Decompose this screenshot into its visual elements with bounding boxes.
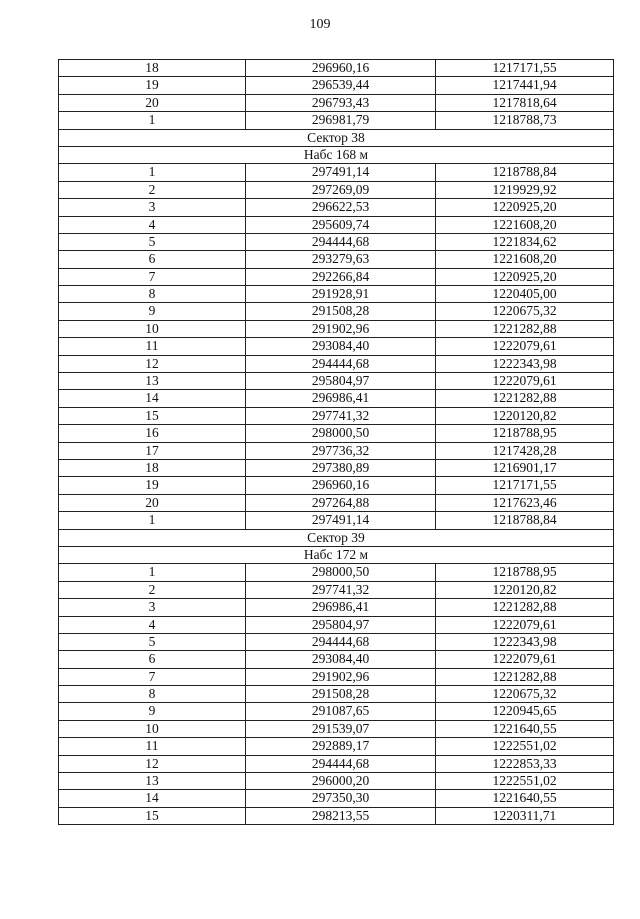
table-row	[59, 217, 614, 234]
table-row	[59, 269, 614, 286]
y-coordinate-cell: 1217818,64	[436, 95, 614, 111]
point-number-cell: 5	[59, 634, 246, 650]
y-coordinate-cell: 1221640,55	[436, 790, 614, 806]
x-coordinate-cell: 296981,79	[246, 112, 436, 128]
point-number-cell: 4	[59, 617, 246, 633]
table-row	[59, 443, 614, 460]
y-coordinate-cell: 1222079,61	[436, 617, 614, 633]
x-coordinate-cell: 297736,32	[246, 443, 436, 459]
table-row	[59, 599, 614, 616]
table-row	[59, 721, 614, 738]
y-coordinate-cell: 1221608,20	[436, 251, 614, 267]
point-number-cell: 8	[59, 686, 246, 702]
point-number-cell: 15	[59, 408, 246, 424]
point-number-cell: 1	[59, 164, 246, 180]
x-coordinate-cell: 294444,68	[246, 356, 436, 372]
table-row	[59, 512, 614, 529]
point-number-cell: 8	[59, 286, 246, 302]
y-coordinate-cell: 1217441,94	[436, 77, 614, 93]
point-number-cell: 20	[59, 495, 246, 511]
point-number-cell: 14	[59, 390, 246, 406]
table-row	[59, 425, 614, 442]
point-number-cell: 1	[59, 112, 246, 128]
y-coordinate-cell: 1220311,71	[436, 808, 614, 824]
x-coordinate-cell: 298000,50	[246, 425, 436, 441]
y-coordinate-cell: 1217171,55	[436, 477, 614, 493]
point-number-cell: 3	[59, 199, 246, 215]
table-row	[59, 390, 614, 407]
point-number-cell: 11	[59, 738, 246, 754]
point-number-cell: 7	[59, 269, 246, 285]
y-coordinate-cell: 1221282,88	[436, 599, 614, 615]
point-number-cell: 6	[59, 251, 246, 267]
x-coordinate-cell: 298000,50	[246, 564, 436, 580]
table-row	[59, 77, 614, 94]
x-coordinate-cell: 294444,68	[246, 634, 436, 650]
x-coordinate-cell: 297491,14	[246, 164, 436, 180]
point-number-cell: 9	[59, 703, 246, 719]
y-coordinate-cell: 1222551,02	[436, 773, 614, 789]
x-coordinate-cell: 296960,16	[246, 60, 436, 76]
point-number-cell: 14	[59, 790, 246, 806]
x-coordinate-cell: 291508,28	[246, 303, 436, 319]
x-coordinate-cell: 295804,97	[246, 617, 436, 633]
table-row	[59, 460, 614, 477]
y-coordinate-cell: 1218788,95	[436, 425, 614, 441]
point-number-cell: 15	[59, 808, 246, 824]
x-coordinate-cell: 297269,09	[246, 182, 436, 198]
x-coordinate-cell: 293084,40	[246, 338, 436, 354]
y-coordinate-cell: 1221282,88	[436, 669, 614, 685]
y-coordinate-cell: 1220405,00	[436, 286, 614, 302]
point-number-cell: 2	[59, 582, 246, 598]
table-row	[59, 477, 614, 494]
x-coordinate-cell: 297380,89	[246, 460, 436, 476]
point-number-cell: 20	[59, 95, 246, 111]
point-number-cell: 18	[59, 60, 246, 76]
point-number-cell: 19	[59, 477, 246, 493]
table-row	[59, 582, 614, 599]
point-number-cell: 12	[59, 756, 246, 772]
table-row	[59, 234, 614, 251]
y-coordinate-cell: 1219929,92	[436, 182, 614, 198]
y-coordinate-cell: 1220120,82	[436, 408, 614, 424]
y-coordinate-cell: 1222079,61	[436, 651, 614, 667]
point-number-cell: 16	[59, 425, 246, 441]
x-coordinate-cell: 297264,88	[246, 495, 436, 511]
x-coordinate-cell: 294444,68	[246, 234, 436, 250]
x-coordinate-cell: 293084,40	[246, 651, 436, 667]
point-number-cell: 18	[59, 460, 246, 476]
point-number-cell: 7	[59, 669, 246, 685]
table-row	[59, 338, 614, 355]
y-coordinate-cell: 1220675,32	[436, 686, 614, 702]
table-row	[59, 112, 614, 129]
table-row	[59, 808, 614, 825]
y-coordinate-cell: 1220945,65	[436, 703, 614, 719]
section-header-row	[59, 547, 614, 564]
x-coordinate-cell: 293279,63	[246, 251, 436, 267]
x-coordinate-cell: 296539,44	[246, 77, 436, 93]
point-number-cell: 1	[59, 512, 246, 528]
y-coordinate-cell: 1220675,32	[436, 303, 614, 319]
table-row	[59, 199, 614, 216]
x-coordinate-cell: 294444,68	[246, 756, 436, 772]
point-number-cell: 12	[59, 356, 246, 372]
x-coordinate-cell: 296622,53	[246, 199, 436, 215]
point-number-cell: 4	[59, 217, 246, 233]
y-coordinate-cell: 1222343,98	[436, 634, 614, 650]
y-coordinate-cell: 1217428,28	[436, 443, 614, 459]
x-coordinate-cell: 291902,96	[246, 669, 436, 685]
table-row	[59, 790, 614, 807]
point-number-cell: 6	[59, 651, 246, 667]
x-coordinate-cell: 295609,74	[246, 217, 436, 233]
table-row	[59, 182, 614, 199]
table-row	[59, 408, 614, 425]
y-coordinate-cell: 1218788,95	[436, 564, 614, 580]
table-row	[59, 356, 614, 373]
section-header-row	[59, 130, 614, 147]
x-coordinate-cell: 291087,65	[246, 703, 436, 719]
y-coordinate-cell: 1222343,98	[436, 356, 614, 372]
section-header-row	[59, 530, 614, 547]
point-number-cell: 2	[59, 182, 246, 198]
y-coordinate-cell: 1222853,33	[436, 756, 614, 772]
x-coordinate-cell: 291928,91	[246, 286, 436, 302]
y-coordinate-cell: 1221608,20	[436, 217, 614, 233]
point-number-cell: 13	[59, 373, 246, 389]
table-row	[59, 686, 614, 703]
section-header: Набс 168 м	[59, 147, 614, 163]
y-coordinate-cell: 1220120,82	[436, 582, 614, 598]
table-row	[59, 634, 614, 651]
y-coordinate-cell: 1218788,73	[436, 112, 614, 128]
page-number: 109	[309, 17, 331, 32]
y-coordinate-cell: 1221282,88	[436, 321, 614, 337]
table-row	[59, 617, 614, 634]
coordinates-table	[58, 59, 614, 825]
x-coordinate-cell: 292889,17	[246, 738, 436, 754]
table-row	[59, 303, 614, 320]
x-coordinate-cell: 297741,32	[246, 408, 436, 424]
table-row	[59, 738, 614, 755]
table-row	[59, 703, 614, 720]
point-number-cell: 11	[59, 338, 246, 354]
x-coordinate-cell: 296000,20	[246, 773, 436, 789]
table-row	[59, 756, 614, 773]
x-coordinate-cell: 291539,07	[246, 721, 436, 737]
y-coordinate-cell: 1217623,46	[436, 495, 614, 511]
y-coordinate-cell: 1222079,61	[436, 373, 614, 389]
y-coordinate-cell: 1221640,55	[436, 721, 614, 737]
x-coordinate-cell: 297491,14	[246, 512, 436, 528]
table-row	[59, 95, 614, 112]
point-number-cell: 13	[59, 773, 246, 789]
x-coordinate-cell: 296960,16	[246, 477, 436, 493]
table-row	[59, 669, 614, 686]
point-number-cell: 5	[59, 234, 246, 250]
x-coordinate-cell: 292266,84	[246, 269, 436, 285]
x-coordinate-cell: 296793,43	[246, 95, 436, 111]
y-coordinate-cell: 1218788,84	[436, 512, 614, 528]
table-row	[59, 321, 614, 338]
table-row	[59, 773, 614, 790]
x-coordinate-cell: 295804,97	[246, 373, 436, 389]
y-coordinate-cell: 1222551,02	[436, 738, 614, 754]
section-header-row	[59, 147, 614, 164]
section-header: Сектор 39	[59, 530, 614, 546]
table-row	[59, 286, 614, 303]
point-number-cell: 9	[59, 303, 246, 319]
point-number-cell: 10	[59, 321, 246, 337]
point-number-cell: 3	[59, 599, 246, 615]
y-coordinate-cell: 1222079,61	[436, 338, 614, 354]
y-coordinate-cell: 1218788,84	[436, 164, 614, 180]
point-number-cell: 19	[59, 77, 246, 93]
x-coordinate-cell: 297350,30	[246, 790, 436, 806]
table-row	[59, 564, 614, 581]
y-coordinate-cell: 1217171,55	[436, 60, 614, 76]
point-number-cell: 17	[59, 443, 246, 459]
x-coordinate-cell: 291902,96	[246, 321, 436, 337]
x-coordinate-cell: 296986,41	[246, 599, 436, 615]
y-coordinate-cell: 1220925,20	[436, 269, 614, 285]
y-coordinate-cell: 1220925,20	[436, 199, 614, 215]
x-coordinate-cell: 297741,32	[246, 582, 436, 598]
x-coordinate-cell: 291508,28	[246, 686, 436, 702]
point-number-cell: 10	[59, 721, 246, 737]
table-row	[59, 651, 614, 668]
table-row	[59, 495, 614, 512]
x-coordinate-cell: 298213,55	[246, 808, 436, 824]
section-header: Сектор 38	[59, 130, 614, 146]
y-coordinate-cell: 1221834,62	[436, 234, 614, 250]
table-row	[59, 373, 614, 390]
y-coordinate-cell: 1221282,88	[436, 390, 614, 406]
y-coordinate-cell: 1216901,17	[436, 460, 614, 476]
x-coordinate-cell: 296986,41	[246, 390, 436, 406]
point-number-cell: 1	[59, 564, 246, 580]
section-header: Набс 172 м	[59, 547, 614, 563]
table-row	[59, 164, 614, 181]
table-row	[59, 60, 614, 77]
table-row	[59, 251, 614, 268]
